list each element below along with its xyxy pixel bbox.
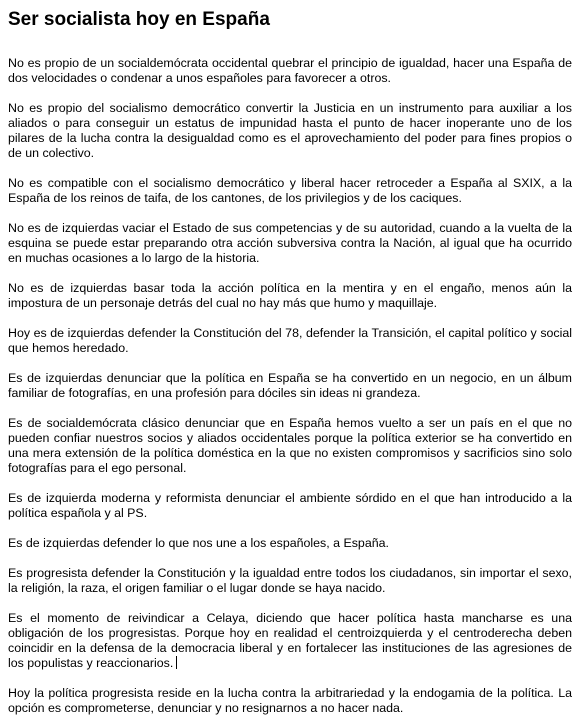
paragraph: Es de socialdemócrata clásico denunciar que en España hemos vuelto a ser un país en el que no pueden confiar nuestros socios y aliados occidentales porque la política exterior se ha convertido en una mera extensión de la política doméstica en la que no existen compromisos y sacrificios sino solo fotografías para el ego personal. [8, 416, 572, 475]
paragraph: Es de izquierdas defender lo que nos une a los españoles, a España. [8, 536, 389, 550]
paragraph: Hoy la política progresista reside en la lucha contra la arbitrariedad y la endogamia de la política. La opción es comprometerse, denunciar y no resignarnos a no hacer nada. [8, 686, 572, 715]
paragraph: Es de izquierdas denunciar que la política en España se ha convertido en un negocio, en un álbum familiar de fotografías, en una profesión para dóciles sin ideas ni grandeza. [8, 371, 572, 400]
paragraph: No es compatible con el socialismo democrático y liberal hacer retroceder a España al SXIX, a la España de los reinos de taifa, de los cantones, de los privilegios y de los caciques. [8, 176, 572, 205]
paragraph: No es propio del socialismo democrático convertir la Justicia en un instrumento para auxiliar a los aliados o para conseguir un estatus de impunidad hasta el punto de hacer inoperante uno de los pilares de la lucha contra la desigualdad como es el aprovechamiento del poder para fines propios o de un colectivo. [8, 101, 572, 160]
paragraph: Hoy es de izquierdas defender la Constitución del 78, defender la Transición, el capital político y social que hemos heredado. [8, 326, 572, 355]
text-cursor [176, 656, 177, 669]
paragraph: Es de izquierda moderna y reformista denunciar el ambiente sórdido en el que han introducido a la política española y al PS. [8, 491, 572, 520]
document-body[interactable] [8, 0, 572, 716]
paragraph: No es de izquierdas basar toda la acción política en la mentira y en el engaño, menos aún la impostura de un personaje detrás del cual no hay más que humo y maquillaje. [8, 281, 572, 310]
paragraph: Es progresista defender la Constitución y la igualdad entre todos los ciudadanos, sin importar el sexo, la religión, la raza, el origen familiar o el lugar donde se haya nacido. [8, 566, 572, 595]
paragraph: No es de izquierdas vaciar el Estado de sus competencias y de su autoridad, cuando a la vuelta de la esquina se puede estar preparando otra acción subversiva contra la Nación, al igual que ha ocurrido en muchas ocasiones a lo largo de la historia. [8, 221, 572, 265]
paragraph-text: Es el momento de reivindicar a Celaya, diciendo que hacer política hasta mancharse es una obligación de los progresistas. Porque hoy en realidad el centroizquierda y el centroderecha deben coincidir en la defensa de la democracia liberal y en fortalecer las instituciones de las agresiones de los populistas y reaccionarios. [8, 611, 572, 670]
document-title: Ser socialista hoy en España [8, 9, 270, 30]
paragraph: No es propio de un socialdemócrata occidental quebrar el principio de igualdad, hacer una España de dos velocidades o condenar a unos españoles para favorecer a otros. [8, 56, 572, 85]
paragraph-with-caret [8, 611, 572, 671]
